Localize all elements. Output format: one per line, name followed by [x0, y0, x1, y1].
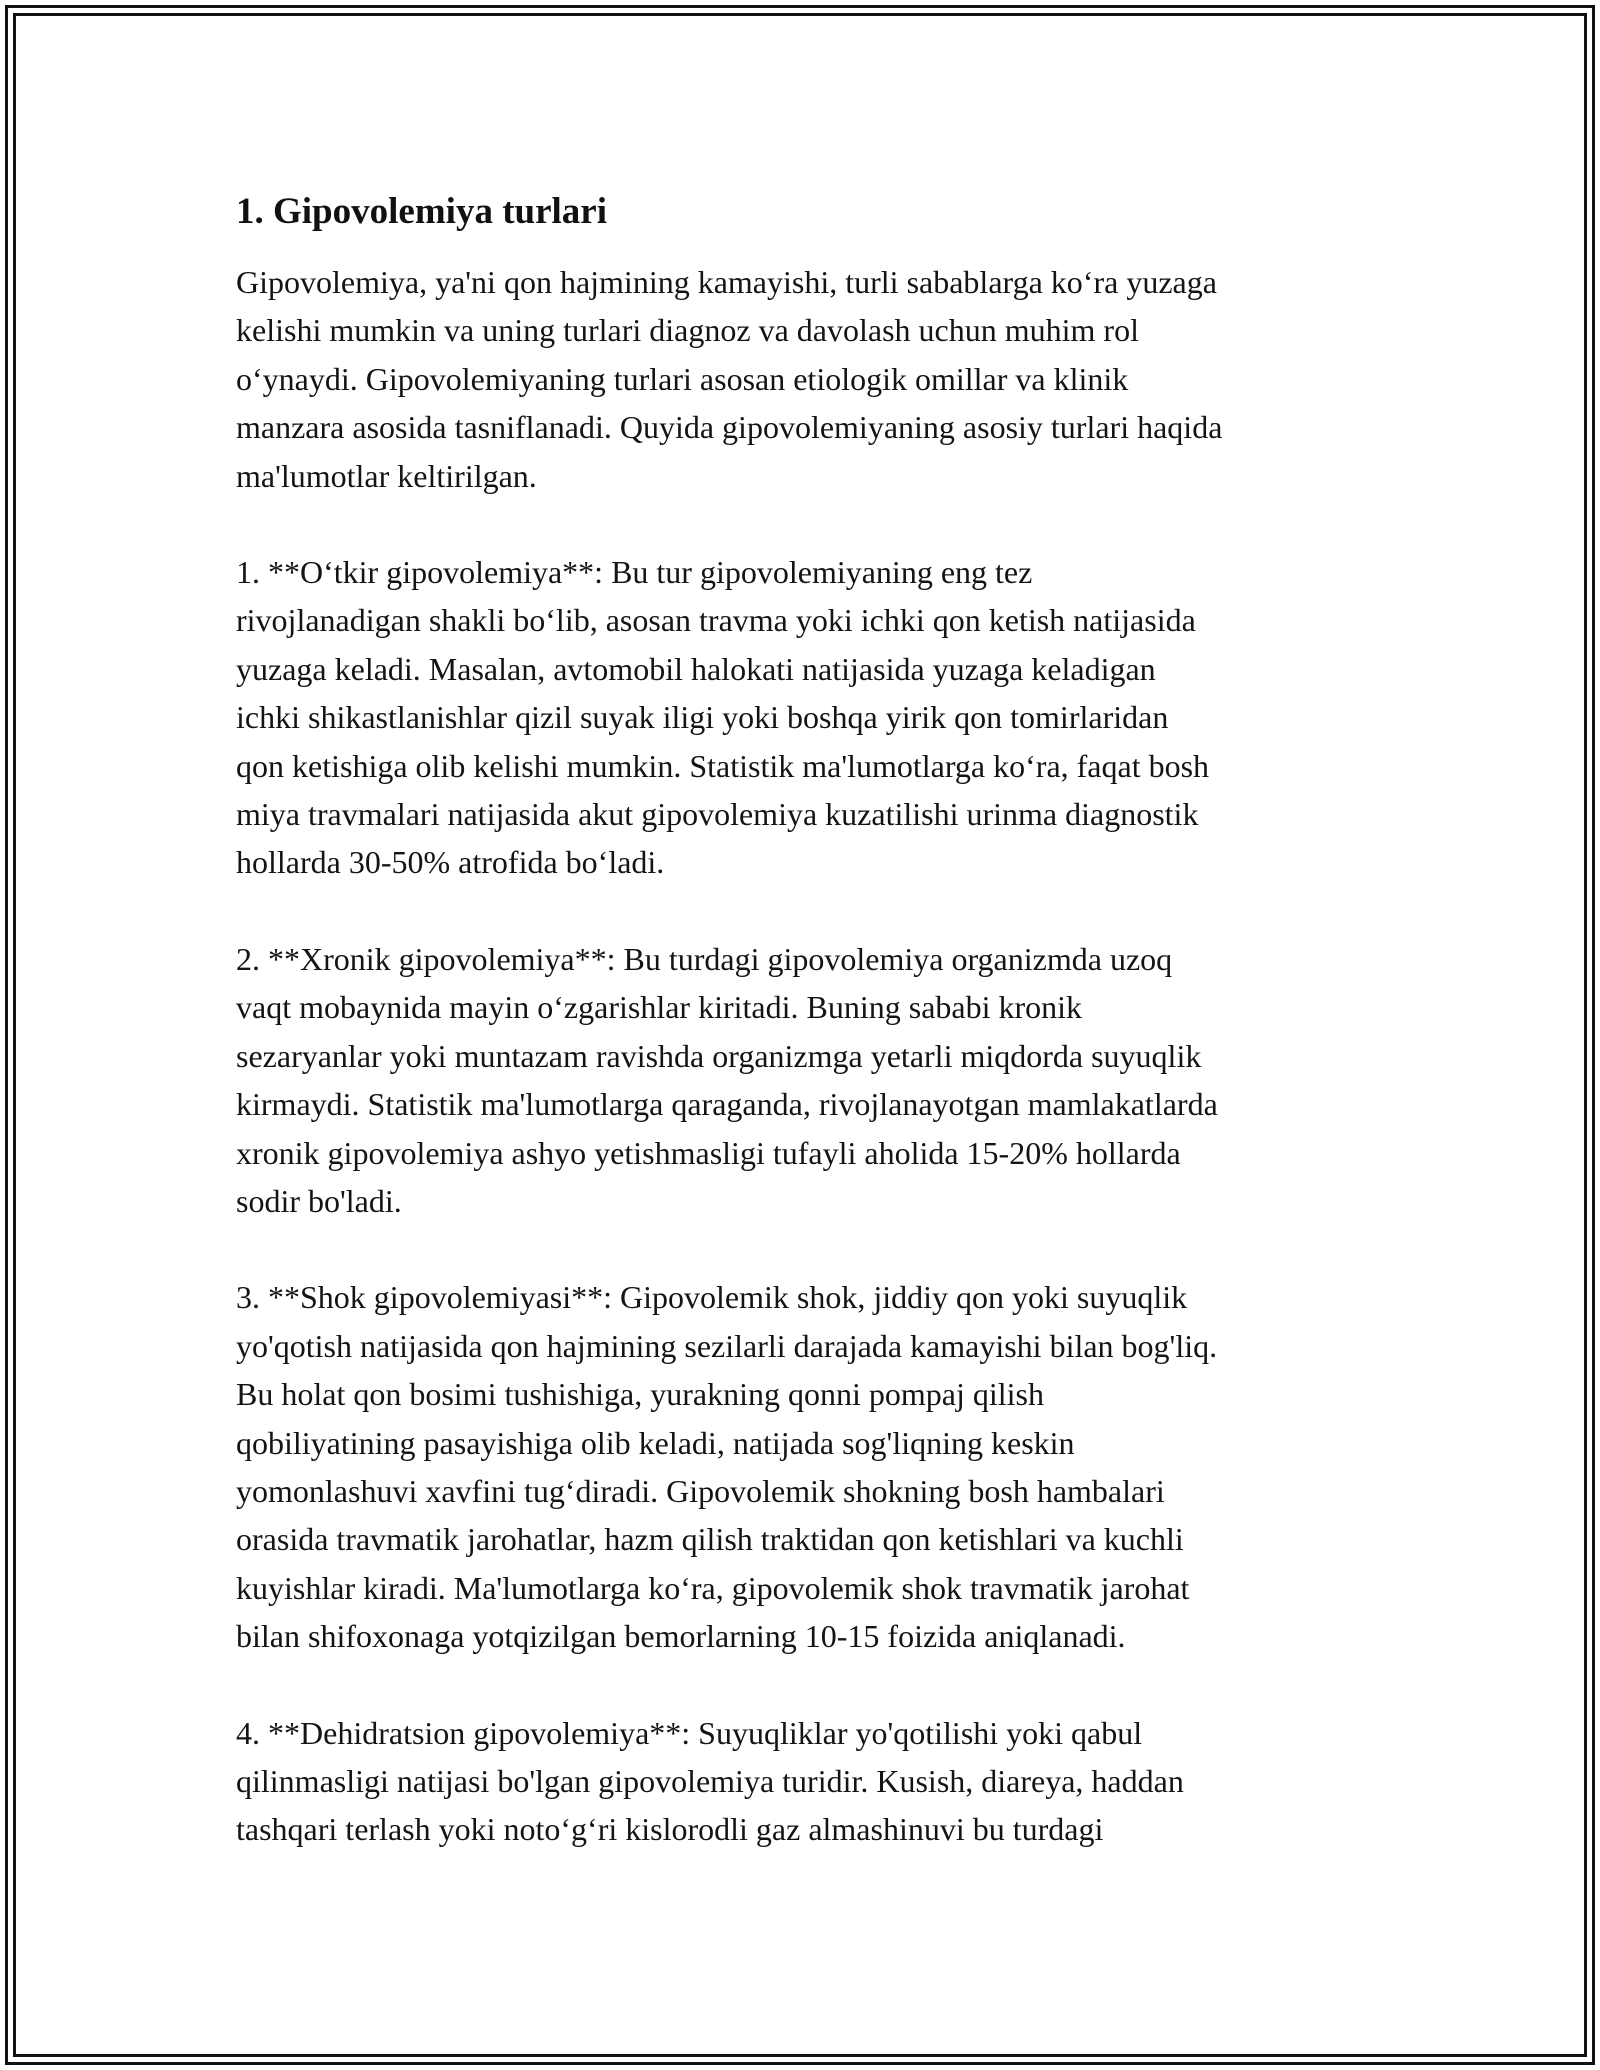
paragraph-shock-hypovolemia: 3. **Shok gipovolemiyasi**: Gipovolemik shok, jiddiy qon yoki suyuqlik yo'qotish natijasida qon hajmining sezilarli darajada kamayishi bilan bog'liq. Bu holat qon bosimi tushishiga, yurakning qonni pompaj qilish qobiliyatining pasayishiga olib keladi, natijada sog'liqning keskin yomonlashuvi xavfini tug‘diradi. Gipovolemik shokning bosh hambalari orasida travmatik jarohatlar, hazm qilish traktidan qon ketishlari va kuchli kuyishlar kiradi. Ma'lumotlarga ko‘ra, gipovolemik shok travmatik jarohat bilan shifoxonaga yotqizilgan bemorlarning 10-15 foizida aniqlanadi.: [236, 1279, 1218, 1655]
section-title: 1. Gipovolemiya turlari: [236, 191, 607, 232]
document-body: [236, 188, 1376, 1902]
paragraph-dehydration-hypovolemia: 4. **Dehidratsion gipovolemiya**: Suyuqliklar yo'qotilishi yoki qabul qilinmasligi natijasi bo'lgan gipovolemiya turidir. Kusish, diareya, haddan tashqari terlash yoki noto‘g‘ri kislorodli gaz almashinuvi bu turdagi: [236, 1714, 1184, 1848]
intro-paragraph: Gipovolemiya, ya'ni qon hajmining kamayishi, turli sabablarga ko‘ra yuzaga kelishi mumkin va uning turlari diagnoz va davolash uchun muhim rol o‘ynaydi. Gipovolemiyaning turlari asosan etiologik omillar va klinik manzara asosida tasniflanadi. Quyida gipovolemiyaning asosiy turlari haqida ma'lumotlar keltirilgan.: [236, 264, 1223, 494]
paragraph-acute-hypovolemia: 1. **O‘tkir gipovolemiya**: Bu tur gipovolemiyaning eng tez rivojlanadigan shakli bo‘lib, asosan travma yoki ichki qon ketish natijasida yuzaga keladi. Masalan, avtomobil halokati natijasida yuzaga keladigan ichki shikastlanishlar qizil suyak iligi yoki boshqa yirik qon tomirlaridan qon ketishiga olib kelishi mumkin. Statistik ma'lumotlarga ko‘ra, faqat bosh miya travmalari natijasida akut gipovolemiya kuzatilishi urinma diagnostik hollarda 30-50% atrofida bo‘ladi.: [236, 554, 1210, 881]
paragraph-chronic-hypovolemia: 2. **Xronik gipovolemiya**: Bu turdagi gipovolemiya organizmda uzoq vaqt mobaynida mayin o‘zgarishlar kiritadi. Buning sababi kronik sezaryanlar yoki muntazam ravishda organizmga yetarli miqdorda suyuqlik kirmaydi. Statistik ma'lumotlarga qaraganda, rivojlanayotgan mamlakatlarda xronik gipovolemiya ashyo yetishmasligi tufayli aholida 15-20% hollarda sodir bo'ladi.: [236, 940, 1218, 1219]
